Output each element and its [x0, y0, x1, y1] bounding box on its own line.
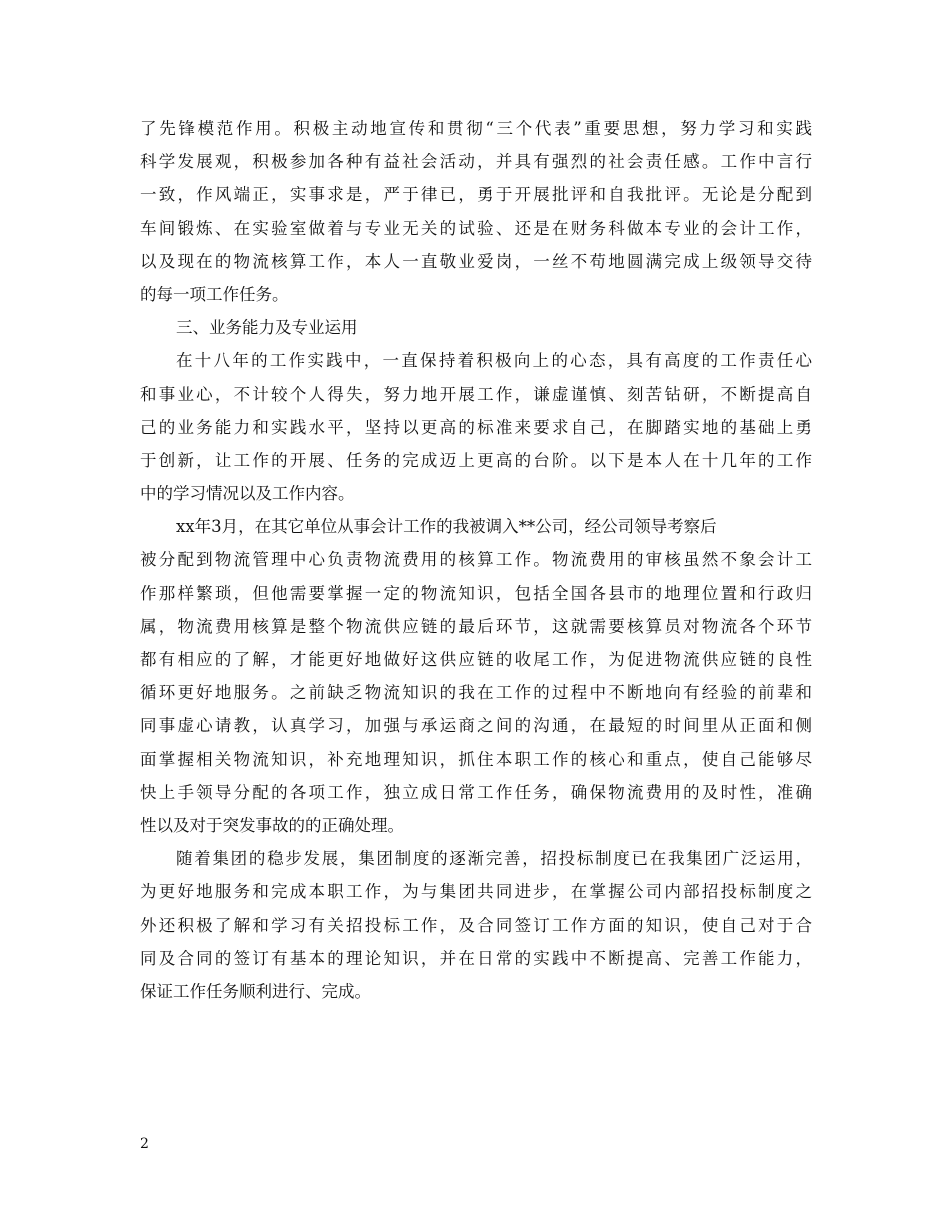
text-line: 性以及对于突发事故的的正确处理。 — [140, 815, 404, 835]
text-line: 外还积极了解和学习有关招投标工作，及合同签订工作方面的知识，使自己对于合 — [140, 915, 812, 935]
section-heading: 三、业务能力及专业运用 — [176, 318, 358, 338]
text-line: 属，物流费用核算是整个物流供应链的最后环节，这就需要核算员对物流各个环节 — [140, 616, 812, 636]
text-line: 面掌握相关物流知识，补充地理知识，抓住本职工作的核心和重点，使自己能够尽 — [140, 749, 812, 769]
text-line: 了先锋模范作用。积极主动地宣传和贯彻“三个代表”重要思想，努力学习和实践 — [140, 119, 812, 138]
text-line: 被分配到物流管理中心负责物流费用的核算工作。物流费用的审核虽然不象会计工 — [140, 550, 812, 570]
text-line: 的每一项工作任务。 — [140, 284, 289, 304]
text-line: 为更好地服务和完成本职工作，为与集团共同进步，在掌握公司内部招投标制度之 — [140, 882, 812, 902]
text-line: 随着集团的稳步发展，集团制度的逐渐完善，招投标制度已在我集团广泛运用， — [176, 849, 812, 869]
text-line: xx年3月，在其它单位从事会计工作的我被调入**公司，经公司领导考察后 — [176, 517, 717, 537]
text-line: 科学发展观，积极参加各种有益社会活动，并具有强烈的社会责任感。工作中言行 — [140, 152, 812, 172]
text-line: 快上手领导分配的各项工作，独立成日常工作任务，确保物流费用的及时性，准确 — [140, 782, 812, 802]
text-line: 车间锻炼、在实验室做着与专业无关的试验、还是在财务科做本专业的会计工作， — [140, 218, 812, 238]
text-line: 同事虚心请教，认真学习，加强与承运商之间的沟通，在最短的时间里从正面和侧 — [140, 716, 812, 736]
text-line: 在十八年的工作实践中，一直保持着积极向上的心态，具有高度的工作责任心 — [176, 351, 812, 371]
text-line: 同及合同的签订有基本的理论知识，并在日常的实践中不断提高、完善工作能力， — [140, 948, 812, 968]
document-body — [140, 112, 812, 1008]
text-line: 一致，作风端正，实事求是，严于律已，勇于开展批评和自我批评。无论是分配到 — [140, 185, 812, 205]
text-line: 己的业务能力和实践水平，坚持以更高的标准来要求自己，在脚踏实地的基础上勇 — [140, 417, 812, 437]
text-line: 都有相应的了解，才能更好地做好这供应链的收尾工作，为促进物流供应链的良性 — [140, 650, 812, 669]
text-line: 于创新，让工作的开展、任务的完成迈上更高的台阶。以下是本人在十几年的工作 — [140, 450, 812, 470]
text-line: 循环更好地服务。之前缺乏物流知识的我在工作的过程中不断地向有经验的前辈和 — [140, 683, 812, 703]
text-line: 作那样繁琐，但他需要掌握一定的物流知识，包括全国各县市的地理位置和行政归 — [140, 583, 812, 603]
text-line: 中的学习情况以及工作内容。 — [140, 484, 355, 504]
text-line: 以及现在的物流核算工作，本人一直敬业爱岗，一丝不苟地圆满完成上级领导交待 — [140, 251, 812, 271]
text-line: 和事业心，不计较个人得失，努力地开展工作，谦虚谨慎、刻苦钻研，不断提高自 — [140, 384, 812, 404]
page-number: 2 — [140, 1136, 149, 1152]
text-line: 保证工作任务顺利进行、完成。 — [140, 981, 371, 1001]
